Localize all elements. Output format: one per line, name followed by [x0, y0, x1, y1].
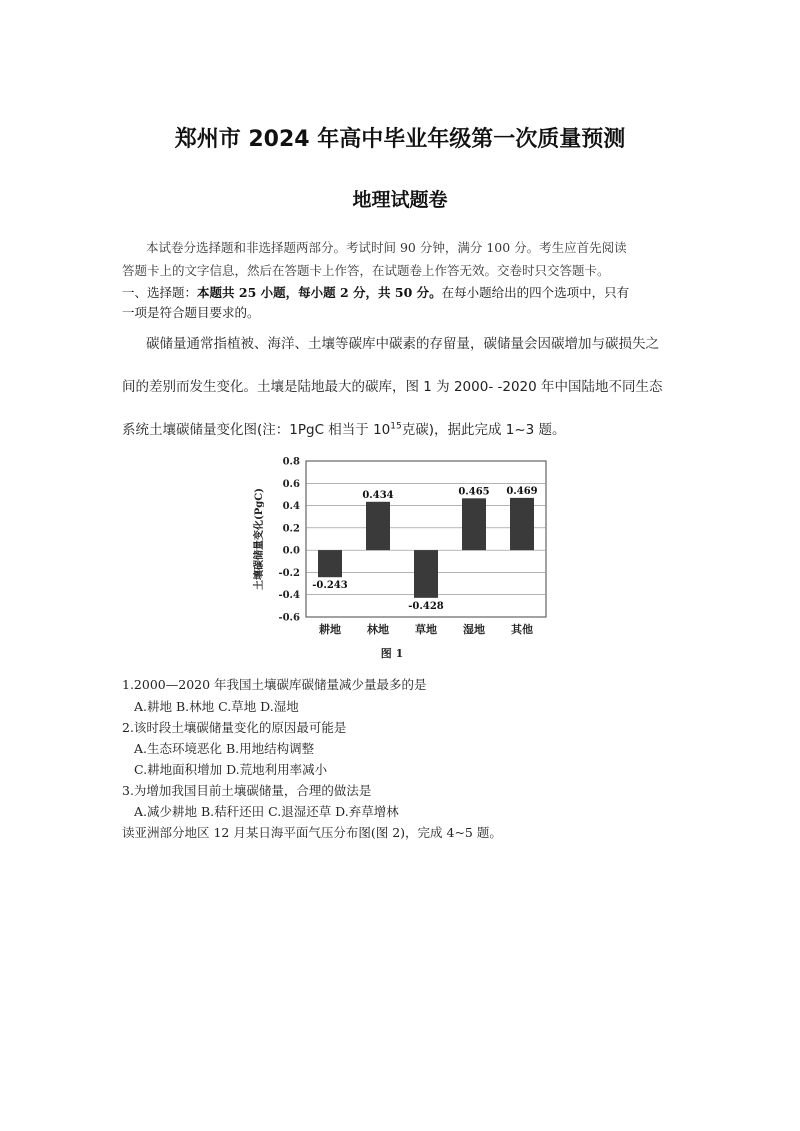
section-prefix: 一、选择题：: [122, 285, 198, 300]
bar-2: [366, 502, 390, 550]
x-tick-label: 耕地: [319, 623, 341, 636]
passage-line-3: [122, 418, 566, 438]
y-axis-ticks: [278, 457, 300, 624]
value-label: 0.469: [506, 485, 538, 497]
question-3-options: A.减少耕地 B.秸秆还田 C.退湿还草 D.弃草增林: [134, 804, 399, 819]
exam-title: 郑州市 2024 年高中毕业年级第一次质量预测: [174, 127, 626, 152]
next-section-instruction: 读亚洲部分地区 12 月某日海平面气压分布图(图 2)，完成 4~5 题。: [122, 825, 502, 840]
passage-line-2: 间的差别而发生变化。土壤是陆地最大的碳库，图 1 为 2000- -2020 年中国陆地不同生态: [122, 379, 663, 395]
bars: [318, 498, 534, 598]
bar-3: [414, 550, 438, 598]
intro-line-2: 答题卡上的文字信息，然后在答题卡上作答，在试题卷上作答无效。交卷时只交答题卡。: [122, 263, 610, 278]
y-tick-label: 0.8: [282, 456, 300, 468]
exam-subtitle: 地理试题卷: [352, 189, 448, 211]
passage-line-3-b: 克碳)，据此完成 1~3 题。: [401, 422, 566, 438]
passage-line-3-a: 系统土壤碳储量变化图(注：1PgC 相当于 10: [122, 422, 391, 438]
x-tick-label: 草地: [415, 623, 437, 636]
bar-4: [462, 498, 486, 550]
soil-carbon-bar-chart: [240, 450, 560, 665]
section-bold: 本题共 25 小题，每小题 2 分，共 50 分。: [197, 285, 442, 300]
question-2-options-2: C.耕地面积增加 D.荒地利用率减小: [134, 762, 328, 777]
y-tick-label: -0.6: [278, 612, 300, 624]
bar-1: [318, 550, 342, 577]
section-heading-line-1: [122, 283, 629, 301]
figure-caption: 图 1: [380, 647, 404, 660]
x-tick-label: 湿地: [463, 623, 485, 636]
x-tick-label: 林地: [367, 623, 389, 636]
y-tick-label: 0.4: [282, 501, 300, 513]
x-tick-label: 其他: [511, 623, 533, 636]
intro-line-1: 本试卷分选择题和非选择题两部分。考试时间 90 分钟，满分 100 分。考生应首先阅读: [146, 240, 627, 255]
y-tick-label: 0.6: [282, 478, 300, 490]
y-tick-label: 0.2: [282, 523, 300, 535]
question-3-stem: 3.为增加我国目前土壤碳储量，合理的做法是: [122, 783, 372, 798]
passage-line-1: 碳储量通常指植被、海洋、土壤等碳库中碳素的存留量，碳储量会因碳增加与碳损失之: [146, 336, 659, 352]
section-rest: 在每小题给出的四个选项中，只有: [441, 285, 630, 300]
value-label: -0.428: [408, 600, 444, 612]
value-label: 0.434: [362, 489, 394, 501]
question-1-stem: 1.2000—2020 年我国土壤碳库碳储量减少量最多的是: [122, 677, 427, 692]
y-tick-label: -0.2: [278, 567, 300, 579]
value-label: 0.465: [458, 486, 490, 498]
value-label: -0.243: [312, 580, 348, 592]
passage-exponent: 15: [390, 421, 402, 432]
bar-5: [510, 498, 534, 550]
y-axis-label: 土壤碳储量变化(PgC): [254, 488, 265, 590]
y-tick-label: -0.4: [278, 590, 300, 602]
x-axis-labels: [319, 622, 533, 636]
question-2-options-1: A.生态环境恶化 B.用地结构调整: [134, 741, 315, 756]
question-1-options: A.耕地 B.林地 C.草地 D.湿地: [134, 699, 299, 714]
y-tick-label: 0.0: [282, 545, 300, 557]
question-2-stem: 2.该时段土壤碳储量变化的原因最可能是: [122, 720, 347, 735]
section-heading-line-2: 一项是符合题目要求的。: [122, 305, 260, 320]
